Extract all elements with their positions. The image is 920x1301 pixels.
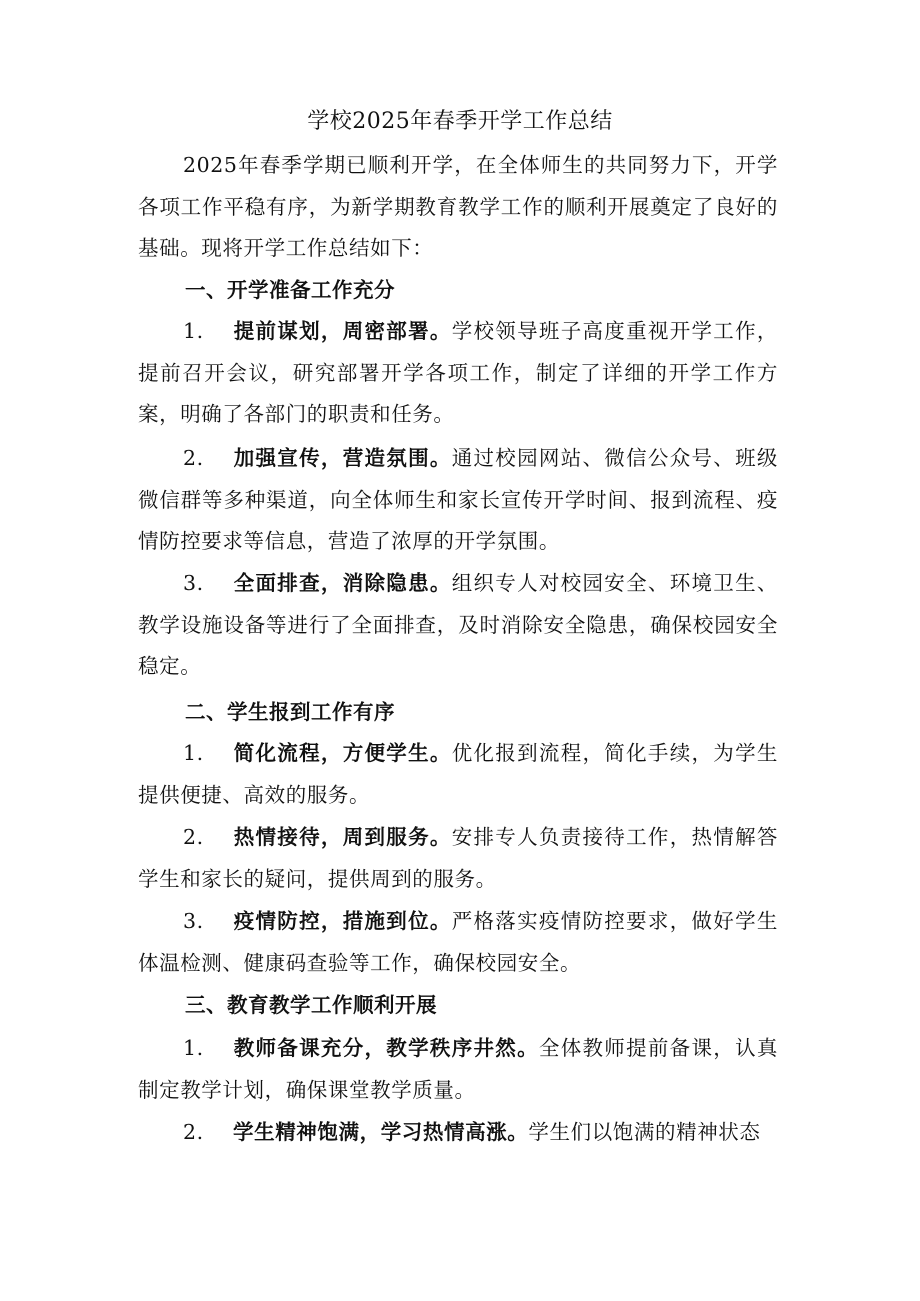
list-item bbox=[138, 1028, 778, 1111]
section-heading-2: 二、学生报到工作有序 bbox=[185, 700, 395, 724]
item-number: 2. bbox=[183, 825, 204, 849]
item-lead: 热情接待，周到服务。 bbox=[233, 825, 452, 849]
item-number: 1. bbox=[183, 319, 204, 343]
section-heading-1: 一、开学准备工作充分 bbox=[185, 278, 395, 302]
item-lead: 疫情防控，措施到位。 bbox=[233, 909, 452, 933]
item-text: 学校领导班子高度重视开学工作，提前召开会议，研究部署开学各项工作，制定了详细的开学工作方案，明确了各部门的职责和任务。 bbox=[138, 319, 779, 426]
item-lead: 学生精神饱满，学习热情高涨。 bbox=[233, 1120, 529, 1144]
list-item bbox=[138, 438, 778, 563]
item-lead: 全面排查，消除隐患。 bbox=[233, 571, 452, 595]
intro-paragraph: 2025年春季学期已顺利开学，在全体师生的共同努力下，开学各项工作平稳有序，为新学期教育教学工作的顺利开展奠定了良好的基础。现将开学工作总结如下： bbox=[138, 153, 778, 260]
document-title: 学校2025年春季开学工作总结 bbox=[307, 109, 613, 134]
item-lead: 教师备课充分，教学秩序井然。 bbox=[233, 1036, 539, 1060]
item-number: 1. bbox=[183, 741, 204, 765]
item-number: 3. bbox=[183, 571, 204, 595]
item-text: 全体教师提前备课，认真制定教学计划，确保课堂教学质量。 bbox=[138, 1036, 778, 1102]
item-text: 严格落实疫情防控要求，做好学生体温检测、健康码查验等工作，确保校园安全。 bbox=[138, 909, 779, 975]
item-number: 1. bbox=[183, 1036, 204, 1060]
item-lead: 提前谋划，周密部署。 bbox=[233, 319, 452, 343]
list-item bbox=[138, 311, 778, 436]
item-lead: 简化流程，方便学生。 bbox=[233, 741, 452, 765]
item-lead: 加强宣传，营造氛围。 bbox=[233, 446, 452, 470]
item-text: 优化报到流程，简化手续，为学生提供便捷、高效的服务。 bbox=[138, 741, 779, 807]
item-number: 2. bbox=[183, 446, 204, 470]
item-text: 安排专人负责接待工作，热情解答学生和家长的疑问，提供周到的服务。 bbox=[138, 825, 779, 891]
item-number: 3. bbox=[183, 909, 204, 933]
item-text: 组织专人对校园安全、环境卫生、教学设施设备等进行了全面排查，及时消除安全隐患，确保校园安全稳定。 bbox=[138, 571, 779, 678]
section-heading-3: 三、教育教学工作顺利开展 bbox=[185, 993, 437, 1017]
list-item bbox=[138, 563, 778, 688]
list-item bbox=[138, 1112, 778, 1154]
item-text: 通过校园网站、微信公众号、班级微信群等多种渠道，向全体师生和家长宣传开学时间、报到流程、疫情防控要求等信息，营造了浓厚的开学氛围。 bbox=[138, 446, 779, 553]
item-text: 学生们以饱满的精神状态 bbox=[528, 1120, 761, 1144]
list-item bbox=[138, 817, 778, 900]
list-item bbox=[138, 733, 778, 816]
list-item bbox=[138, 901, 778, 984]
item-number: 2. bbox=[183, 1120, 204, 1144]
